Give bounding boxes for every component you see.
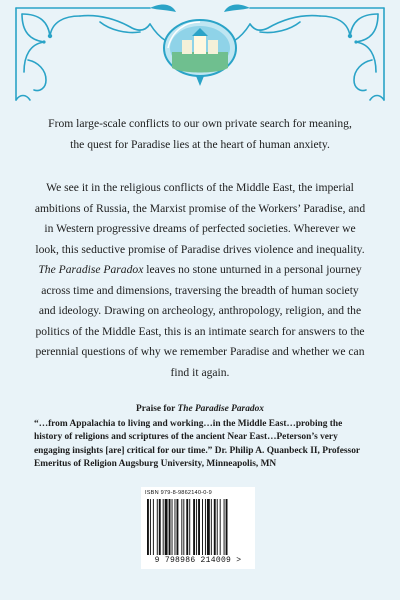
blurb-paragraph-2: We see it in the religious conflicts of the Middle East, the imperial ambitions of Russia, the Marxist promise of the Workers’ Paradise, and in Western progressive dreams of perfected societies. Wherever we look, this seductive promise of Paradise drives violence and inequality. <box>34 181 366 256</box>
praise-section <box>34 403 366 472</box>
globe-emblem <box>164 20 236 76</box>
decorative-border-ornament <box>0 0 400 110</box>
blurb-paragraph-1: From large-scale conflicts to our own private search for meaning, the quest for Paradise lies at the heart of human anxiety. <box>48 117 352 151</box>
praise-heading <box>34 403 366 417</box>
barcode-bars <box>147 499 249 555</box>
praise-quote: “…from Appalachia to living and working…in the Middle East…probing the history of religions and scriptures of the ancient Near East…Peterson’s very engaging insights [are] critical for our time.” <box>34 418 343 456</box>
praise-attribution: Dr. Philip A. Quanbeck II, Professor Emeritus of Religion Augsburg University, Minneapolis, MN <box>34 445 360 470</box>
isbn-barcode <box>141 487 255 569</box>
praise-quote-block <box>34 418 366 472</box>
blurb-paragraph-3-text: leaves no stone unturned in a personal journey across time and dimensions, traversing the breadth of human society and ideology. Drawing on archeology, anthropology, religion, and the politics of the Middle East, this is an intimate search for answers to the perennial questions of why we remember Paradise and whether we can find it again. <box>35 263 365 379</box>
praise-heading-prefix: Praise for <box>136 404 178 414</box>
isbn-label: ISBN 979-8-9862140-0-9 <box>145 490 212 496</box>
barcode-digits: 9 798986 214009 > <box>154 556 242 565</box>
blurb-paragraph-3 <box>32 260 368 384</box>
book-title: The Paradise Paradox <box>38 263 144 276</box>
praise-heading-title: The Paradise Paradox <box>177 404 264 414</box>
